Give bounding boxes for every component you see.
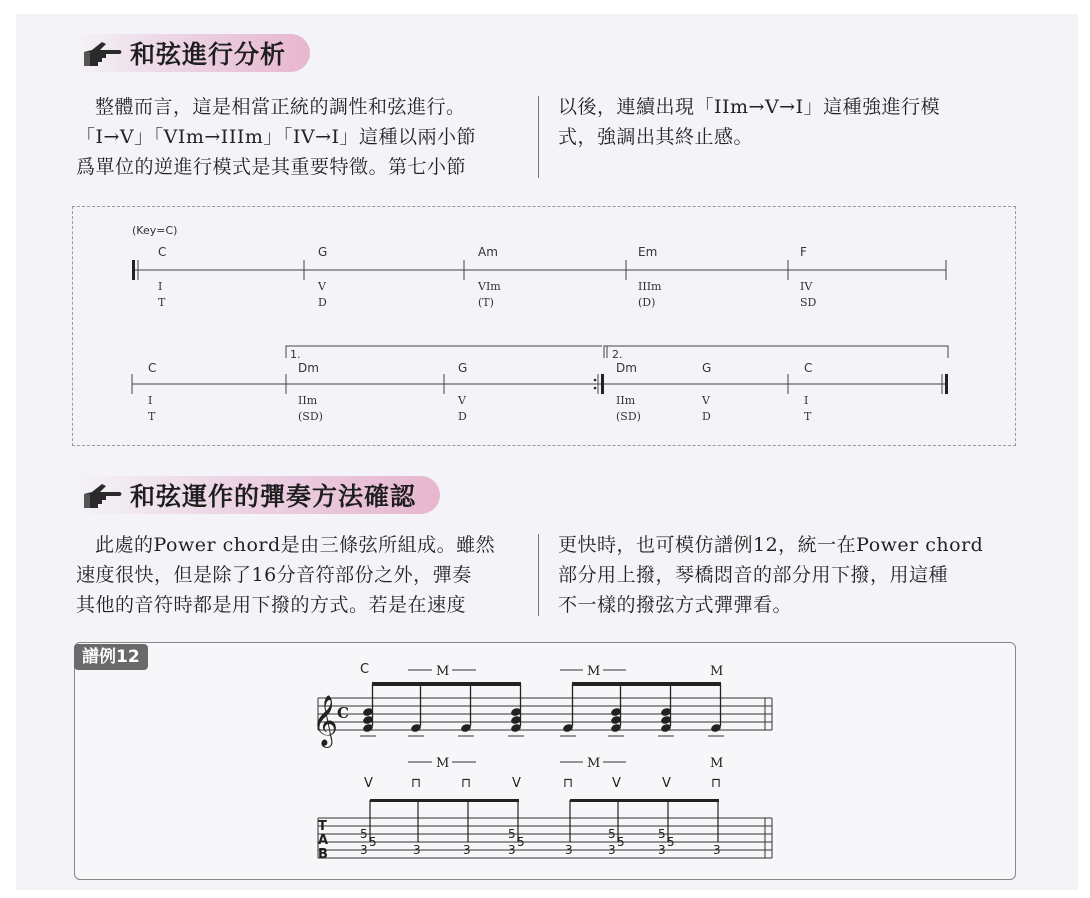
common-time-icon: C	[337, 704, 349, 722]
chord-symbol: C	[148, 361, 157, 375]
tab-beam	[570, 799, 719, 802]
treble-clef-icon: 𝄞	[312, 695, 339, 746]
beam	[572, 682, 721, 686]
fret-number: 3	[658, 843, 666, 857]
palm-mute-mark: M	[710, 664, 724, 679]
function-label: (SD)	[298, 410, 323, 423]
downstroke-icon: ⊓	[461, 776, 472, 791]
roman-numeral: IIm	[298, 394, 318, 407]
chord-symbol: Em	[638, 245, 658, 259]
chord-symbol: G	[702, 361, 712, 375]
function-label: T	[158, 296, 166, 309]
text-line: 整體而言，這是相當正統的調性和弦進行。	[95, 96, 466, 118]
chord-symbol: F	[800, 245, 807, 259]
fret-number: 5	[360, 827, 368, 841]
downstroke-icon: ⊓	[711, 776, 722, 791]
tab-letter-a: A	[318, 833, 329, 848]
fret-number: 5	[517, 835, 525, 849]
text-line: 「I→V」「VIm→IIIm」「IV→I」這種以兩小節	[76, 126, 476, 148]
ending-1-label: 1.	[290, 348, 301, 361]
tab-letter-b: B	[318, 847, 328, 862]
function-label: D	[702, 410, 711, 423]
text-line: 部分用上撥，琴橋悶音的部分用下撥，用這種	[558, 564, 949, 586]
function-label: (D)	[638, 296, 656, 309]
roman-numeral: I	[804, 394, 809, 407]
roman-numeral: I	[158, 280, 163, 293]
text-line: 不一樣的撥弦方式彈彈看。	[558, 594, 793, 616]
text-line: 速度很快，但是除了16分音符部份之外，彈奏	[76, 564, 472, 586]
chord-symbol: G	[318, 245, 328, 259]
roman-numeral: I	[148, 394, 153, 407]
function-label: D	[318, 296, 327, 309]
fret-number: 3	[360, 843, 368, 857]
palm-mute-mark: M	[436, 664, 450, 679]
roman-numeral: IIIm	[638, 280, 662, 293]
key-label: (Key=C)	[132, 224, 178, 237]
palm-mute-mark: M	[710, 756, 724, 771]
upstroke-icon: V	[364, 776, 373, 791]
chord-symbol: Dm	[298, 361, 319, 375]
ending-2-label: 2.	[612, 348, 623, 361]
roman-numeral: V	[702, 394, 710, 407]
function-label: (SD)	[616, 410, 641, 423]
upstroke-icon: V	[662, 776, 671, 791]
roman-numeral: VIm	[478, 280, 501, 293]
downstroke-icon: ⊓	[563, 776, 574, 791]
upstroke-icon: V	[612, 776, 621, 791]
roman-numeral: V	[458, 394, 466, 407]
chord-symbol: G	[458, 361, 468, 375]
fret-number: 3	[565, 843, 573, 857]
function-label: T	[148, 410, 156, 423]
upstroke-icon: V	[512, 776, 521, 791]
text-line: 此處的Power chord是由三條弦所組成。雖然	[95, 534, 496, 556]
fret-number: 3	[608, 843, 616, 857]
text-line: 更快時，也可模仿譜例12，統一在Power chord	[558, 534, 984, 556]
fret-number: 5	[617, 835, 625, 849]
chord-symbol: C	[158, 245, 167, 259]
fret-number: 5	[369, 835, 377, 849]
chord-symbol: C	[804, 361, 813, 375]
function-label: (T)	[478, 296, 494, 309]
beam	[372, 682, 521, 686]
roman-numeral: IIm	[616, 394, 636, 407]
fret-number: 5	[608, 827, 616, 841]
fret-number: 3	[463, 843, 471, 857]
section-title: 和弦進行分析	[130, 40, 287, 69]
tab-beam	[370, 799, 519, 802]
tab-letter-t: T	[318, 819, 327, 834]
function-label: SD	[800, 296, 817, 309]
section-title: 和弦運作的彈奏方法確認	[130, 482, 417, 511]
example-badge: 譜例12	[74, 644, 148, 670]
roman-numeral: V	[318, 280, 326, 293]
roman-numeral: IV	[800, 280, 813, 293]
palm-mute-mark: M	[587, 664, 601, 679]
fret-number: 3	[508, 843, 516, 857]
fret-number: 3	[713, 843, 721, 857]
chord-symbol: Am	[478, 245, 498, 259]
downstroke-icon: ⊓	[411, 776, 422, 791]
fret-number: 3	[413, 843, 421, 857]
text-line: 爲單位的逆進行模式是其重要特徵。第七小節	[76, 156, 467, 178]
palm-mute-mark: M	[587, 756, 601, 771]
fret-number: 5	[667, 835, 675, 849]
chord-label: C	[360, 662, 370, 677]
function-label: D	[458, 410, 467, 423]
chord-symbol: Dm	[616, 361, 637, 375]
fret-number: 5	[658, 827, 666, 841]
text-line: 以後，連續出現「IIm→V→I」這種強進行模	[558, 96, 941, 118]
text-line: 式，強調出其終止感。	[558, 126, 754, 148]
palm-mute-mark: M	[436, 756, 450, 771]
fret-number: 5	[508, 827, 516, 841]
text-line: 其他的音符時都是用下撥的方式。若是在速度	[76, 594, 467, 616]
function-label: T	[804, 410, 812, 423]
